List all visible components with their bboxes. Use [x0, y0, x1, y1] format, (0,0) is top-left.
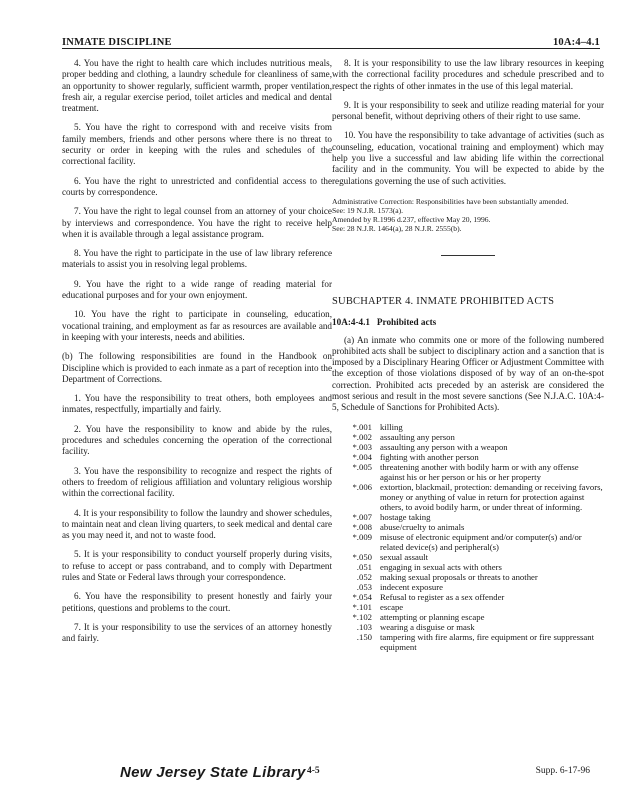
act-code: *.006	[352, 481, 372, 492]
list-item	[332, 422, 604, 432]
right-paragraph: 7. You have the right to legal counsel from an attorney of your choice by interviews and correspondence. You have the right to receive help when it is available through a legal assistance program.	[62, 206, 332, 239]
history-note: Administrative Correction: Responsibilities have been substantially amended.	[332, 196, 569, 206]
act-description: hostage taking	[380, 511, 431, 522]
act-description: escape	[380, 601, 404, 612]
act-description: fighting with another person	[380, 451, 479, 462]
section-heading	[332, 317, 604, 328]
history-note: See: 28 N.J.R. 1464(a), 28 N.J.R. 2555(b).	[332, 223, 462, 233]
list-item	[332, 562, 604, 572]
section-title: Prohibited acts	[376, 317, 437, 328]
list-item	[332, 552, 604, 562]
header-title: INMATE DISCIPLINE	[62, 37, 172, 48]
prohibited-acts-list	[332, 422, 604, 652]
list-item	[332, 522, 604, 532]
act-code: *.003	[352, 441, 372, 452]
act-code: *.101	[352, 601, 372, 612]
act-description: wearing a disguise or mask	[380, 621, 475, 632]
act-code: .103	[356, 621, 372, 632]
act-description: assaulting any person with a weapon	[380, 441, 508, 452]
act-description: attempting or planning escape	[380, 611, 485, 622]
page-number: 4-5	[307, 766, 320, 776]
responsibility-paragraph: 4. It is your responsibility to follow the laundry and shower schedules, to maintain neat and clean living quarters, to seek medical and dental care as you may need it, and not to waste food.	[62, 507, 332, 541]
act-code: *.050	[352, 551, 372, 562]
responsibility-paragraph: 7. It is your responsibility to use the services of an attorney honestly and fairly.	[62, 621, 332, 644]
right-paragraph: 6. You have the right to unrestricted and confidential access to the courts by correspondence.	[62, 175, 332, 197]
history-note: Amended by R.1996 d.237, effective May 20, 1996.	[332, 214, 491, 224]
responsibility-paragraph: 6. You have the responsibility to present honestly and fairly your petitions, questions and problems to the court.	[62, 591, 332, 613]
act-description: engaging in sexual acts with others	[380, 561, 502, 572]
history-notes	[332, 197, 604, 233]
section-number: 10A:4-4.1	[332, 317, 371, 328]
right-paragraph: 4. You have the right to health care which includes nutritious meals, proper bedding and clothing, a laundry schedule for cleanliness of same, an opportunity to shower regularly, sufficient warmth, proper ventilation, fresh air, a regular exercise period, toilet articles and medical and dental treatment.	[62, 58, 332, 114]
page-header	[62, 30, 600, 49]
responsibility-paragraph: 1. You have the responsibility to treat others, both employees and inmates, respectfully, impartially and fairly.	[62, 393, 332, 415]
header-section-number: 10A:4–4.1	[552, 37, 600, 48]
library-stamp: New Jersey State Library	[120, 764, 306, 781]
right-paragraph: 9. You have the right to a wide range of reading material for educational purposes and for your own enjoyment.	[62, 278, 332, 301]
act-code: *.008	[352, 521, 372, 532]
responsibility-paragraph: 9. It is your responsibility to seek and utilize reading material for your personal benefit, without depriving others of their right to use same.	[332, 99, 604, 122]
section-divider	[441, 255, 495, 256]
act-code: *.102	[352, 611, 372, 622]
list-item	[332, 452, 604, 462]
list-item	[332, 582, 604, 592]
responsibility-paragraph: 2. You have the responsibility to know and abide by the rules, procedures and schedules concerning the operation of the correctional facility.	[62, 423, 332, 457]
act-description: tampering with fire alarms, fire equipment or fire suppressant equipment	[380, 631, 594, 652]
act-description: assaulting any person	[380, 431, 455, 442]
act-description: making sexual proposals or threats to another	[380, 571, 538, 582]
act-code: *.004	[352, 451, 372, 462]
right-paragraph: 10. You have the right to participate in counseling, education, vocational training, and employment as far as resources are available and in keeping with your interests, needs and abilities.	[62, 309, 332, 342]
act-code: *.009	[352, 531, 372, 542]
act-description: Refusal to register as a sex offender	[380, 591, 505, 602]
subchapter-heading: SUBCHAPTER 4. INMATE PROHIBITED ACTS	[332, 295, 555, 307]
page-footer	[62, 764, 600, 784]
list-item	[332, 612, 604, 622]
act-code: .150	[356, 631, 372, 642]
act-code: *.001	[352, 421, 372, 432]
responsibility-paragraph: 5. It is your responsibility to conduct yourself properly during visits, to refuse to accept or pass contraband, and to comply with Department rules and State or Federal laws through your correspondence.	[62, 549, 332, 582]
history-note: See: 19 N.J.R. 1573(a).	[332, 205, 404, 215]
act-description: extortion, blackmail, protection: demanding or receiving favors, money or anything of value in return for protection against others, to avoid bodily harm, or under threat of informing.	[380, 481, 603, 512]
act-code: *.007	[352, 511, 372, 522]
left-column	[62, 58, 332, 652]
list-item	[332, 482, 604, 512]
responsibility-paragraph: 3. You have the responsibility to recognize and respect the rights of others to freedom of religious affiliation and voluntary religious worship within the correctional facility.	[62, 465, 332, 499]
act-description: killing	[380, 421, 403, 432]
act-description: indecent exposure	[380, 581, 443, 592]
supplement-date: Supp. 6-17-96	[535, 766, 590, 776]
right-column	[332, 58, 604, 652]
act-code: .052	[356, 571, 372, 582]
list-item	[332, 632, 604, 652]
responsibilities-intro: (b) The following responsibilities are found in the Handbook on Discipline which is provided to each inmate as a part of reception into the Department of Corrections.	[62, 351, 332, 384]
list-item	[332, 512, 604, 522]
act-code: .051	[356, 561, 372, 572]
right-paragraph: 5. You have the right to correspond with and receive visits from family members, friends and other persons where there is no threat to security or order in keeping with the rules and schedules of the correctional facility.	[62, 122, 332, 167]
list-item	[332, 532, 604, 552]
act-description: sexual assault	[380, 551, 429, 562]
responsibility-paragraph: 8. It is your responsibility to use the law library resources in keeping with the correctional facility procedures and schedule prescribed and to respect the rights of other inmates in the use of this legal material.	[332, 58, 604, 91]
act-description: threatening another with bodily harm or with any offense against his or her person or his or her property	[380, 461, 579, 482]
list-item	[332, 602, 604, 612]
list-item	[332, 442, 604, 452]
right-paragraph: 8. You have the right to participate in the use of law library reference materials to assist you in resolving legal problems.	[62, 248, 332, 270]
act-code: *.054	[352, 591, 372, 602]
act-code: *.005	[352, 461, 372, 472]
responsibility-paragraph: 10. You have the responsibility to take advantage of activities (such as counseling, education, vocational training and employment) which may help you live a successful and law abiding life within the correctional facility and in the community. You will be expected to abide by the regulations governing the use of such activities.	[332, 130, 604, 186]
list-item	[332, 572, 604, 582]
section-text: (a) An inmate who commits one or more of the following numbered prohibited acts shall be subject to disciplinary action and a sanction that is imposed by a Disciplinary Hearing Officer or Adjustment Committee with the exception of those violations disposed of by way of an on-the-spot correction. Prohibited acts preceded by an asterisk are considered the most serious and result in the most severe sanctions (See N.J.A.C. 10A:4-5, Schedule of Sanctions for Prohibited Acts).	[332, 334, 604, 413]
act-code: .053	[356, 581, 372, 592]
act-description: misuse of electronic equipment and/or computer(s) and/or related device(s) and peripheral(s)	[380, 531, 582, 552]
list-item	[332, 462, 604, 482]
list-item	[332, 432, 604, 442]
act-code: *.002	[352, 431, 372, 442]
list-item	[332, 592, 604, 602]
list-item	[332, 622, 604, 632]
act-description: abuse/cruelty to animals	[380, 521, 465, 532]
